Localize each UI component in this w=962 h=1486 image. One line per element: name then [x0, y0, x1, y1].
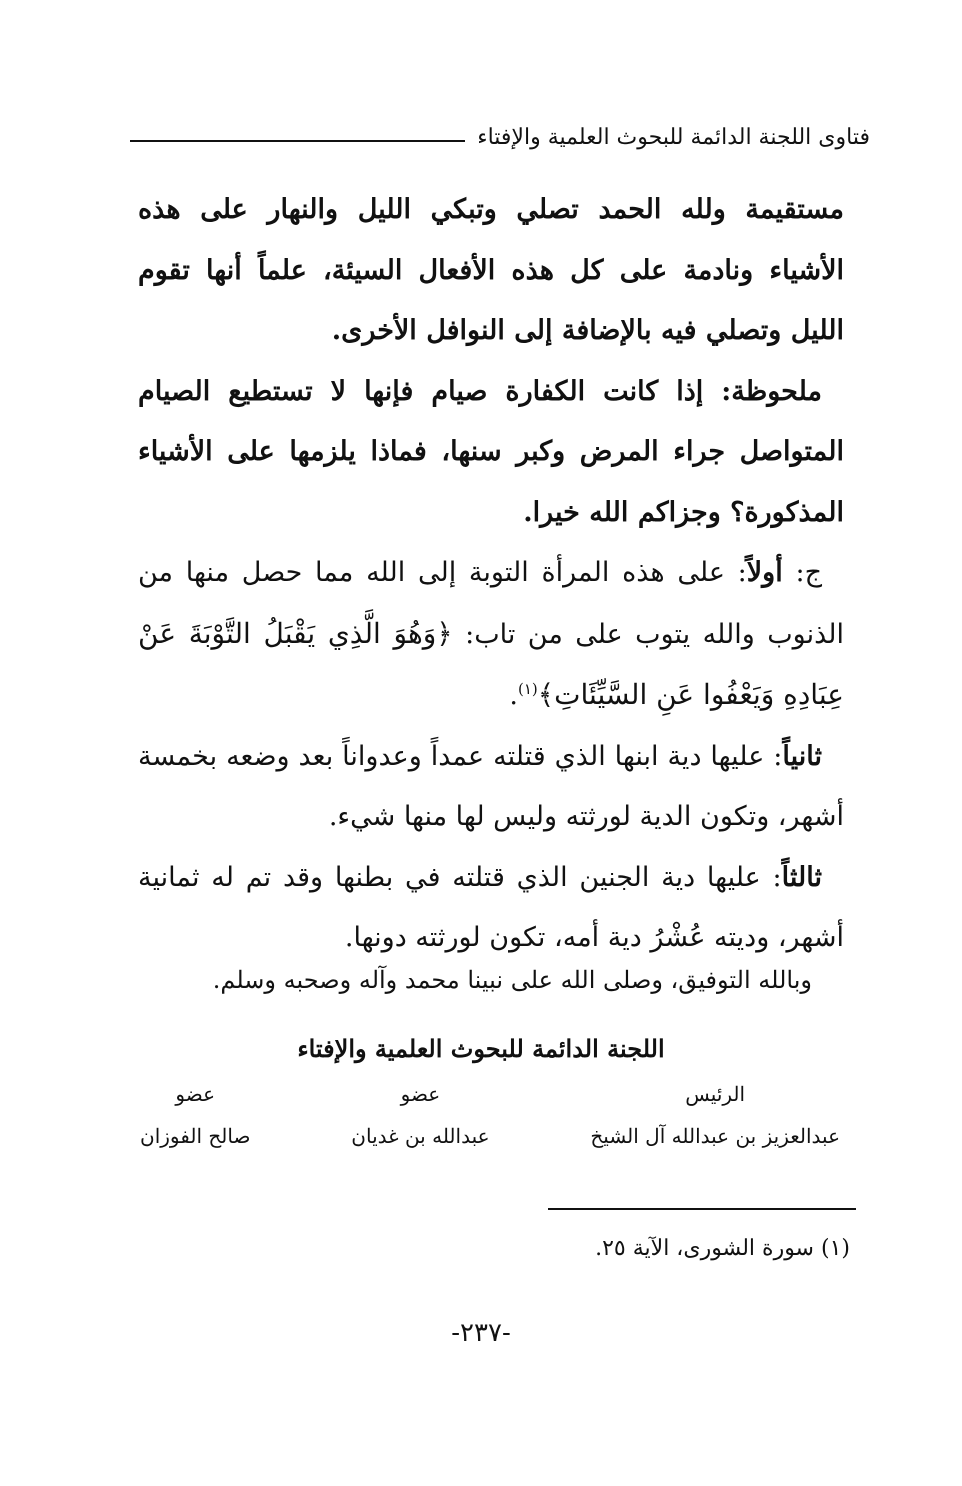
header-title: فتاوى اللجنة الدائمة للبحوث العلمية والإفتاء	[477, 125, 870, 150]
main-text	[138, 180, 844, 969]
footnote-marker: (١)	[517, 680, 538, 698]
signatory-name: صالح الفوزان	[140, 1124, 251, 1148]
signatory-role: عضو	[400, 1082, 441, 1106]
signatory-name: عبدالله بن غديان	[351, 1124, 490, 1148]
first-end: .	[509, 680, 518, 711]
signatory-role: الرئيس	[685, 1082, 746, 1106]
header-rule	[130, 140, 465, 142]
third-text: : عليها دية الجنين الذي قتلته في بطنها وقد تم له ثمانية أشهر، وديته عُشْرُ دية أمه، تكون لورثته دونها.	[138, 861, 844, 953]
signatory-member-2	[140, 1082, 250, 1148]
question-continuation: مستقيمة ولله الحمد تصلي وتبكي الليل والنهار على هذه الأشياء ونادمة على كل هذه الأفعال السيئة، علماً أنها تقوم الليل وتصلي فيه بالإضافة إلى النوافل الأخرى.	[138, 194, 844, 346]
closing-line: وبالله التوفيق، وصلى الله على نبينا محمد وآله وصحبه وسلم.	[212, 966, 812, 994]
answer-first	[138, 543, 844, 727]
page-number: -٢٣٧-	[451, 1318, 511, 1348]
signatures	[140, 1082, 840, 1148]
signatory-president	[590, 1082, 840, 1148]
quran-verse: ﴿وَهُوَ الَّذِي يَقْبَلُ التَّوْبَةَ عَنْ عِبَادِهِ وَيَعْفُوا عَنِ السَّيِّئَاتِ﴾	[138, 616, 844, 711]
question-note: ملحوظة: إذا كانت الكفارة صيام فإنها لا تستطيع الصيام المتواصل جراء المرض وكبر سنها، فماذا يلزمها على الأشياء المذكورة؟ وجزاكم الله خيرا.	[138, 375, 844, 528]
first-text: : على هذه المرأة التوبة إلى الله مما حصل منها من الذنوب والله يتوب على من تاب:	[138, 557, 844, 650]
footnote-rule	[548, 1208, 856, 1210]
first-label: أولاً	[746, 557, 783, 588]
second-label: ثانياً	[782, 740, 822, 772]
running-header	[130, 125, 870, 150]
footnote: (١) سورة الشورى، الآية ٢٥.	[595, 1236, 850, 1261]
second-text: : عليها دية ابنها الذي قتلته عمداً وعدواناً بعد وضعه بخمسة أشهر، وتكون الدية لورثته وليس لها منها شيء.	[138, 740, 844, 832]
signatory-name: عبدالعزيز بن عبدالله آل الشيخ	[590, 1124, 840, 1148]
answer-third	[138, 848, 844, 969]
answer-prefix: ج:	[782, 557, 822, 588]
answer-second	[138, 727, 844, 848]
third-label: ثالثاً	[781, 861, 822, 893]
signatory-role: عضو	[175, 1082, 216, 1106]
committee-title: اللجنة الدائمة للبحوث العلمية والإفتاء	[297, 1034, 665, 1063]
signatory-member-1	[351, 1082, 489, 1148]
